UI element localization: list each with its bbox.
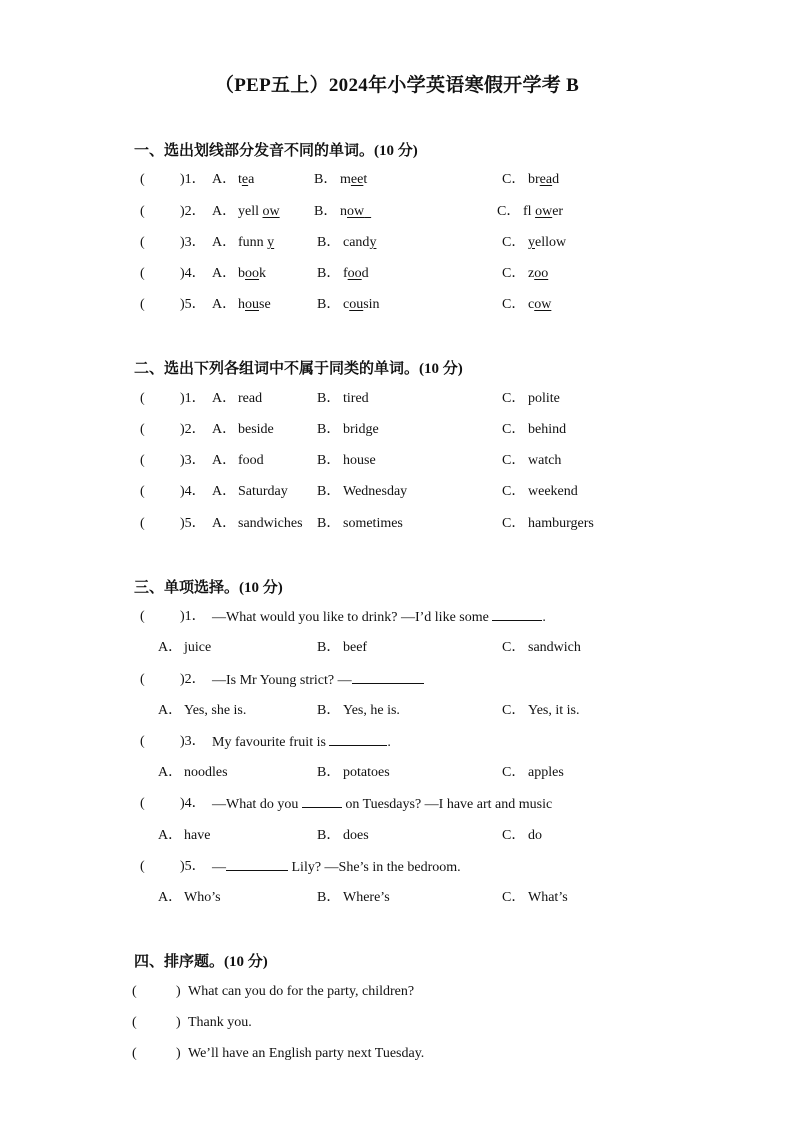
s3-options-3 — [0, 762, 794, 784]
option-a: A． Saturday — [212, 484, 288, 499]
answer-paren[interactable]: ( — [140, 796, 145, 811]
option-c: C． hamburgers — [502, 516, 594, 531]
option-a: A． beside — [212, 422, 274, 437]
option-c: C． sandwich — [502, 640, 581, 655]
question-number: )1． — [180, 391, 206, 406]
s3-question-1 — [0, 606, 794, 628]
s4-item-1 — [0, 981, 794, 1003]
option-a: A． food — [212, 453, 264, 468]
question-number: )1． — [180, 609, 206, 624]
underlined-part: ou — [245, 297, 259, 312]
answer-paren[interactable]: ( — [132, 984, 137, 999]
option-b: B． now — [314, 204, 365, 219]
option-b: B． bridge — [317, 422, 379, 437]
answer-paren[interactable]: ( — [140, 859, 145, 874]
answer-paren[interactable]: ( — [140, 391, 145, 406]
option-c: C． zoo — [502, 266, 549, 281]
option-c: C． What’s — [502, 890, 568, 905]
question-text: —Is Mr Young strict? — — [212, 669, 424, 692]
s2-question-2 — [0, 419, 794, 441]
option-b: B． Where’s — [317, 890, 390, 905]
question-number: )3． — [180, 235, 206, 250]
option-a: A． yell ow — [212, 204, 280, 219]
close-paren: ) — [176, 1046, 181, 1061]
s3-options-2 — [0, 700, 794, 722]
answer-paren[interactable]: ( — [140, 204, 145, 219]
underlined-part: y — [267, 235, 275, 250]
underlined-part: y — [369, 235, 377, 250]
option-b: B． Wednesday — [317, 484, 408, 499]
underlined-part: ow — [262, 204, 280, 219]
sentence-text: Thank you. — [188, 1015, 252, 1030]
option-c: C． weekend — [502, 484, 578, 499]
option-b: B． cousin — [317, 297, 380, 312]
s3-question-3 — [0, 731, 794, 753]
option-a: A． Yes, she is. — [158, 703, 247, 718]
close-paren: ) — [176, 1015, 181, 1030]
s2-question-5 — [0, 513, 794, 535]
option-b: B． Yes, he is. — [317, 703, 400, 718]
option-a: A． have — [158, 828, 211, 843]
answer-paren[interactable]: ( — [140, 516, 145, 531]
option-a: A． read — [212, 391, 263, 406]
option-b: B． house — [317, 453, 376, 468]
answer-paren[interactable]: ( — [132, 1046, 137, 1061]
option-c: C． polite — [502, 391, 560, 406]
section-1-heading: 一、选出划线部分发音不同的单词。(10 分) — [134, 143, 418, 159]
answer-paren[interactable]: ( — [140, 235, 145, 250]
answer-paren[interactable]: ( — [140, 266, 145, 281]
option-b: B． tired — [317, 391, 369, 406]
answer-blank[interactable] — [226, 856, 288, 871]
answer-blank[interactable] — [329, 731, 387, 746]
s2-question-4 — [0, 481, 794, 503]
option-a: A． funn y — [212, 235, 275, 250]
option-a: A． Who’s — [158, 890, 221, 905]
option-a: A． noodles — [158, 765, 228, 780]
answer-paren[interactable]: ( — [140, 297, 145, 312]
question-number: )2． — [180, 422, 206, 437]
question-text: —What do you on Tuesdays? —I have art and music — [212, 793, 552, 816]
option-a: A． sandwiches — [212, 516, 303, 531]
option-b: B． potatoes — [317, 765, 390, 780]
underlined-part: ea — [539, 172, 553, 187]
option-b: B． meet — [314, 172, 368, 187]
s2-question-1 — [0, 388, 794, 410]
page-title: （PEP五上）2024年小学英语寒假开学考 B — [214, 75, 580, 96]
answer-paren[interactable]: ( — [140, 734, 145, 749]
option-b: B． candy — [317, 235, 377, 250]
answer-blank[interactable] — [352, 669, 424, 684]
s1-question-2 — [0, 201, 794, 223]
option-c: C． apples — [502, 765, 564, 780]
answer-paren[interactable]: ( — [140, 172, 145, 187]
underlined-part: ow — [347, 204, 365, 219]
answer-paren[interactable]: ( — [140, 484, 145, 499]
section-3-heading: 三、单项选择。(10 分) — [134, 580, 283, 596]
underlined-part: y — [528, 235, 535, 250]
option-c: C． watch — [502, 453, 562, 468]
answer-paren[interactable]: ( — [140, 609, 145, 624]
sentence-text: We’ll have an English party next Tuesday. — [188, 1046, 425, 1061]
option-c: C． do — [502, 828, 542, 843]
option-c: C． bread — [502, 172, 560, 187]
underlined-part: ow — [534, 297, 552, 312]
option-a: A． tea — [212, 172, 255, 187]
underlined-part: ee — [350, 172, 364, 187]
answer-paren[interactable]: ( — [140, 453, 145, 468]
option-b: B． beef — [317, 640, 368, 655]
underlined-part: oo — [534, 266, 549, 281]
underlined-part: ou — [349, 297, 364, 312]
option-c: C． behind — [502, 422, 567, 437]
s4-item-2 — [0, 1012, 794, 1034]
question-number: )1． — [180, 172, 206, 187]
s1-question-5 — [0, 294, 794, 316]
option-a: A． juice — [158, 640, 212, 655]
answer-blank[interactable] — [492, 606, 542, 621]
s3-options-4 — [0, 825, 794, 847]
s3-options-1 — [0, 637, 794, 659]
s3-question-2 — [0, 669, 794, 691]
option-c: C． fl ower — [497, 204, 564, 219]
question-text: —What would you like to drink? —I’d like some . — [212, 606, 546, 629]
question-number: )5． — [180, 297, 206, 312]
option-a: A． house — [212, 297, 271, 312]
question-number: )4． — [180, 484, 206, 499]
answer-paren[interactable]: ( — [140, 672, 145, 687]
option-c: C． yellow — [502, 235, 567, 250]
answer-paren[interactable]: ( — [140, 422, 145, 437]
option-b: B． does — [317, 828, 369, 843]
underlined-part: ow — [535, 204, 553, 219]
underlined-part: oo — [347, 266, 362, 281]
question-number: )5． — [180, 516, 206, 531]
option-c: C． Yes, it is. — [502, 703, 580, 718]
s1-question-4 — [0, 263, 794, 285]
section-2-heading: 二、选出下列各组词中不属于同类的单词。(10 分) — [134, 361, 463, 377]
option-a: A． book — [212, 266, 266, 281]
question-text: My favourite fruit is . — [212, 731, 391, 754]
answer-blank[interactable] — [302, 793, 342, 808]
sentence-text: What can you do for the party, children? — [188, 984, 415, 999]
question-number: )4． — [180, 796, 206, 811]
underlined-part: e — [241, 172, 249, 187]
close-paren: ) — [176, 984, 181, 999]
question-number: )5． — [180, 859, 206, 874]
option-b: B． sometimes — [317, 516, 403, 531]
s3-options-5 — [0, 887, 794, 909]
answer-paren[interactable]: ( — [132, 1015, 137, 1030]
question-number: )2． — [180, 204, 206, 219]
option-c: C． cow — [502, 297, 552, 312]
s2-question-3 — [0, 450, 794, 472]
underlined-part: oo — [245, 266, 259, 281]
s3-question-5 — [0, 856, 794, 878]
question-number: )4． — [180, 266, 206, 281]
question-number: )3． — [180, 453, 206, 468]
option-b: B． food — [317, 266, 369, 281]
question-number: )3． — [180, 734, 206, 749]
s4-item-3 — [0, 1043, 794, 1065]
question-number: )2． — [180, 672, 206, 687]
section-4-heading: 四、排序题。(10 分) — [134, 954, 268, 970]
s3-question-4 — [0, 793, 794, 815]
s1-question-1 — [0, 169, 794, 191]
question-text: — Lily? —She’s in the bedroom. — [212, 856, 461, 879]
s1-question-3 — [0, 232, 794, 254]
